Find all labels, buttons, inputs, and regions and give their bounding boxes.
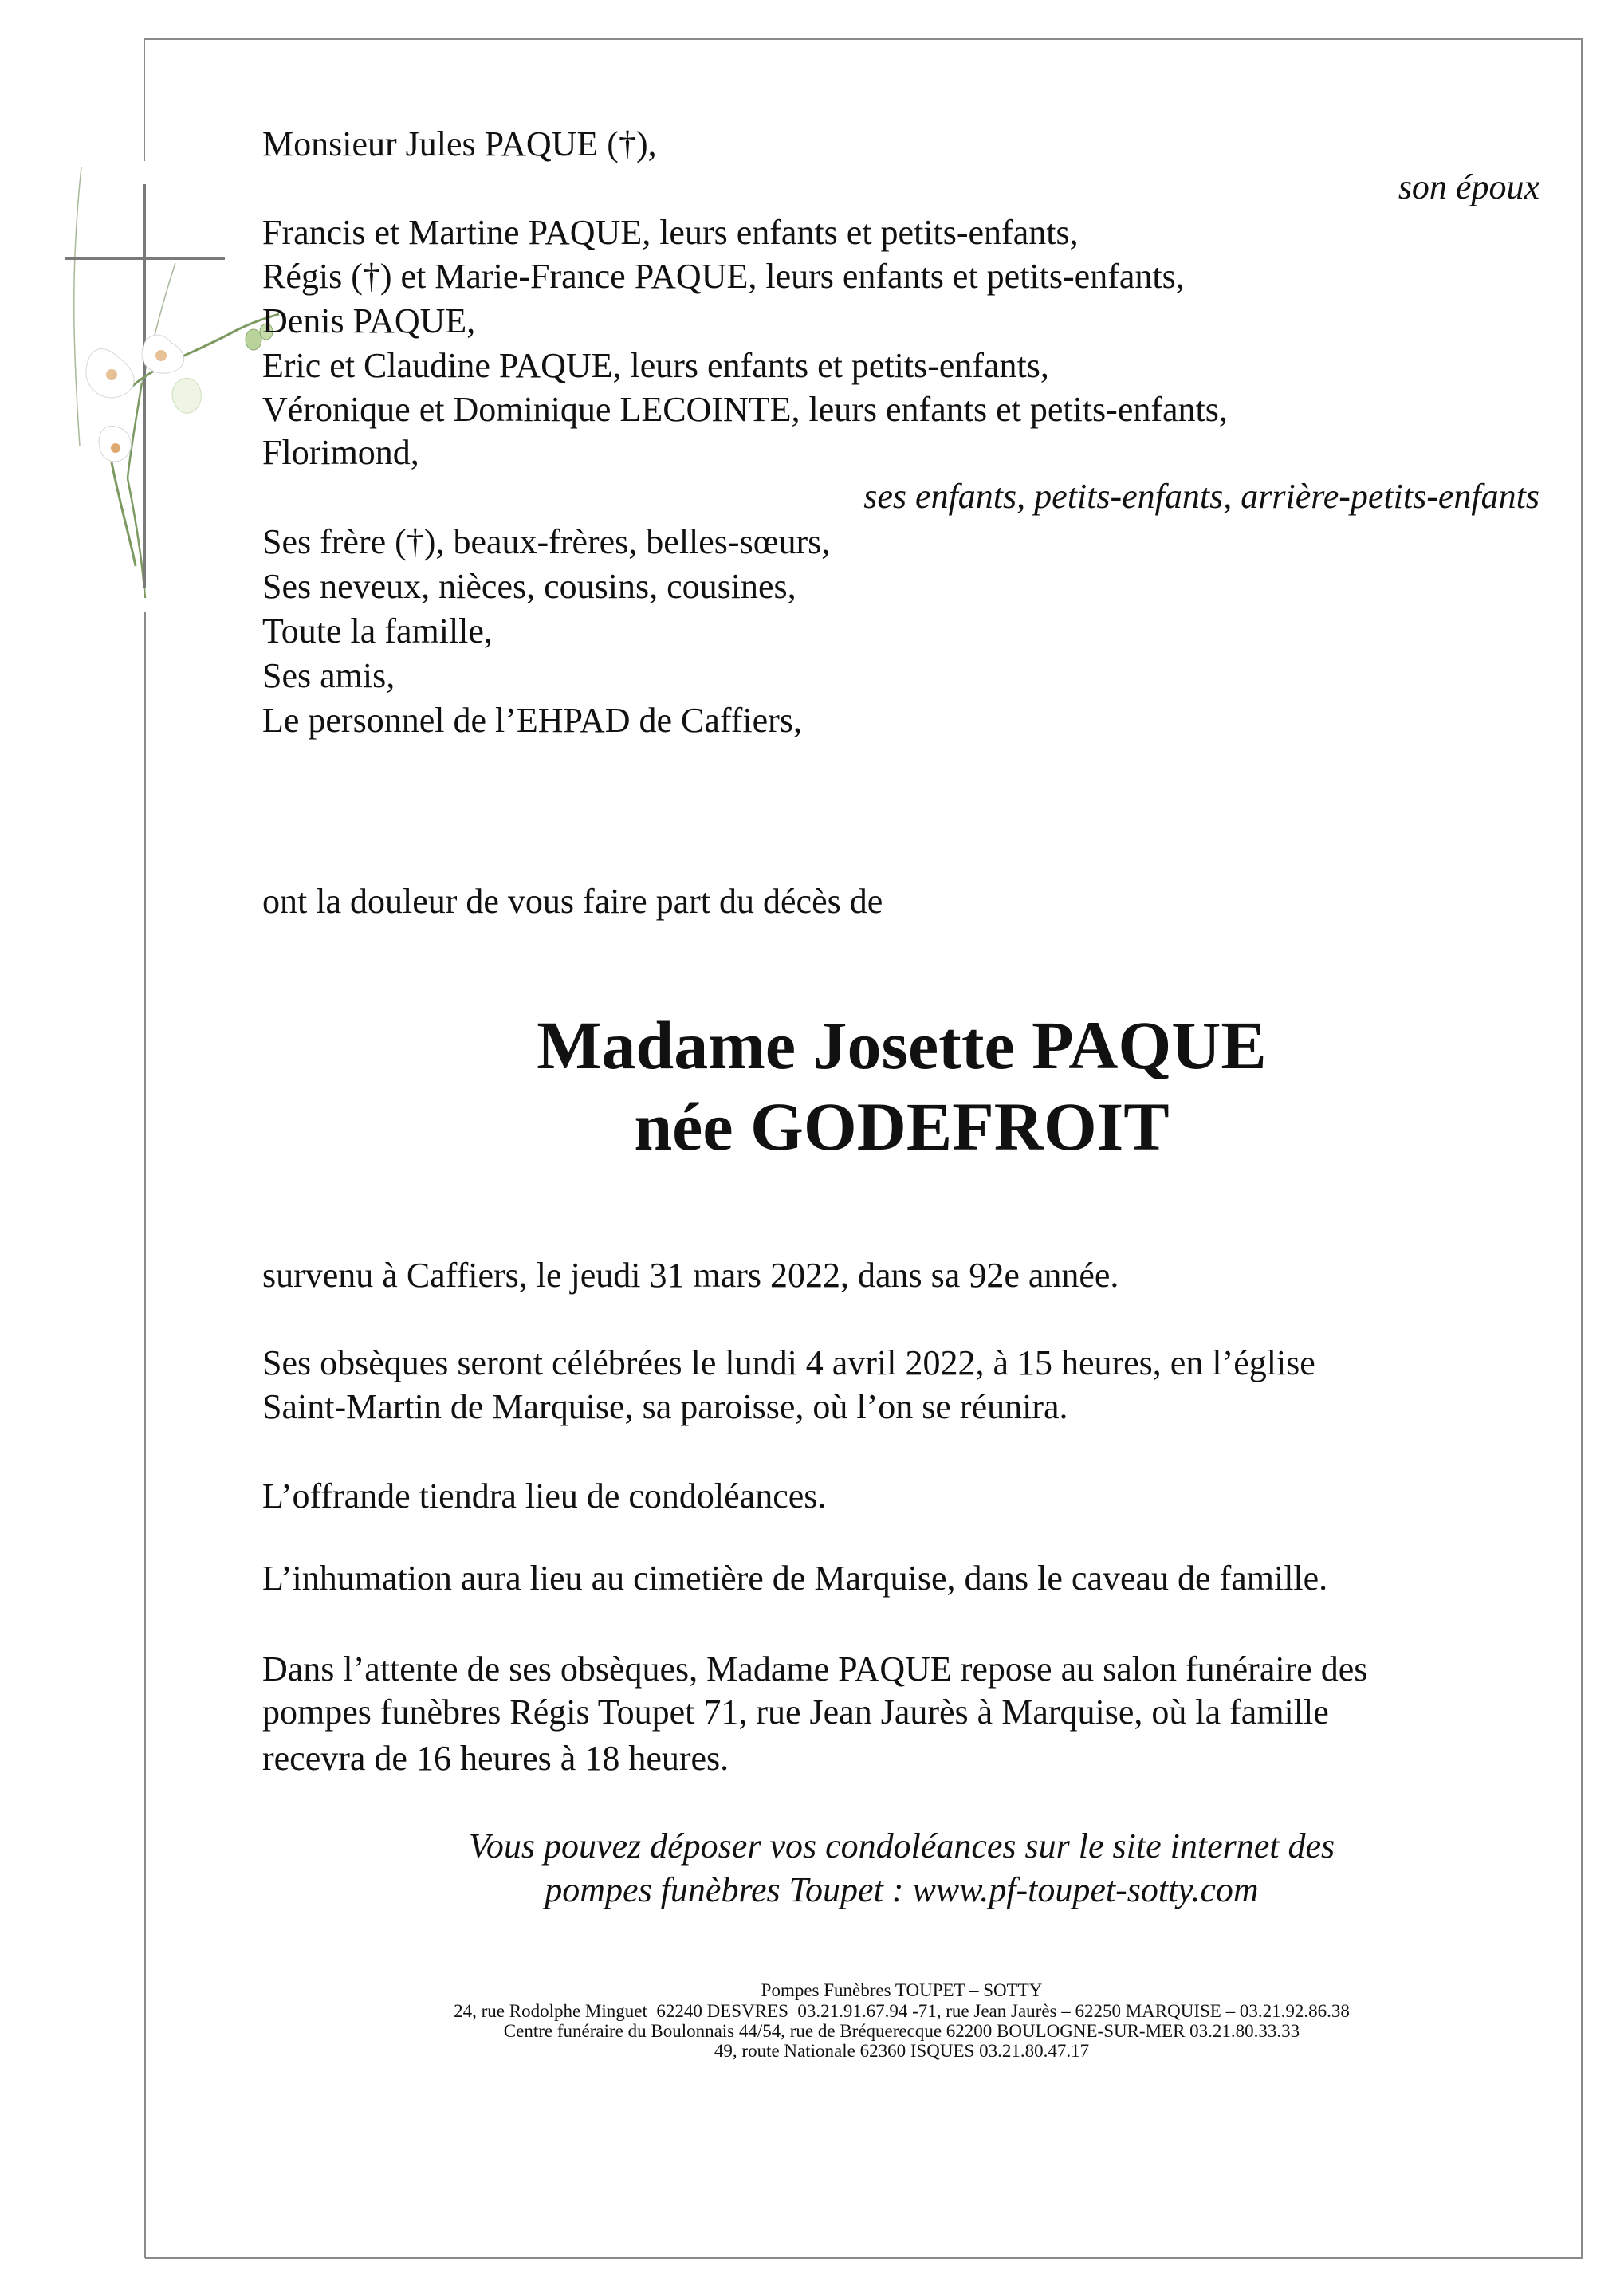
family-line: Ses frère (†), beaux-frères, belles-sœurs, — [262, 522, 831, 561]
family-line: Toute la famille, — [262, 611, 493, 651]
family-line: Florimond, — [262, 433, 419, 472]
funeral-line: Saint-Martin de Marquise, sa paroisse, où l’on se réunira. — [262, 1387, 1068, 1426]
flower-center-icon — [106, 369, 117, 380]
cross-horizontal-bar — [65, 257, 225, 260]
cross-with-orchid-icon — [32, 144, 287, 622]
announcement: ont la douleur de vous faire part du décès de — [262, 882, 883, 921]
death-notice: survenu à Caffiers, le jeudi 31 mars 2022, dans sa 92e année. — [262, 1256, 1119, 1295]
cross-vertical-bar — [143, 184, 146, 588]
children-role: ses enfants, petits-enfants, arrière-petits-enfants — [863, 477, 1539, 516]
spouse-line: Monsieur Jules PAQUE (†), — [262, 124, 657, 163]
spouse-role: son époux — [1398, 167, 1539, 206]
offering-notice: L’offrande tiendra lieu de condoléances. — [262, 1476, 827, 1516]
family-line: Le personnel de l’EHPAD de Caffiers, — [262, 701, 802, 740]
deceased-maiden-name: née GODEFROIT — [634, 1088, 1170, 1165]
family-line: Denis PAQUE, — [262, 301, 476, 340]
footer-address: 24, rue Rodolphe Minguet 62240 DESVRES 03.21.91.67.94 -71, rue Jean Jaurès – 62250 MARQUISE – 03.21.92.86.38 — [454, 2001, 1350, 2021]
visitation-line: pompes funèbres Régis Toupet 71, rue Jean Jaurès à Marquise, où la famille — [262, 1693, 1329, 1732]
visitation-line: Dans l’attente de ses obsèques, Madame PAQUE repose au salon funéraire des — [262, 1649, 1368, 1689]
funeral-line: Ses obsèques seront célébrées le lundi 4 avril 2022, à 15 heures, en l’église — [262, 1343, 1315, 1382]
frame-bottom — [145, 2257, 1583, 2259]
frame-top — [144, 38, 1583, 40]
footer-company: Pompes Funèbres TOUPET – SOTTY — [761, 1980, 1043, 2000]
flower-center-icon — [155, 350, 167, 361]
family-line: Véronique et Dominique LECOINTE, leurs enfants et petits-enfants, — [262, 390, 1228, 429]
footer-address: 49, route Nationale 62360 ISQUES 03.21.80.47.17 — [714, 2041, 1090, 2061]
burial-notice: L’inhumation aura lieu au cimetière de Marquise, dans le caveau de famille. — [262, 1559, 1328, 1598]
deceased-name: Madame Josette PAQUE — [537, 1007, 1267, 1083]
condolences-line: pompes funèbres Toupet : www.pf-toupet-sotty.com — [545, 1870, 1259, 1909]
family-line: Régis (†) et Marie-France PAQUE, leurs enfants et petits-enfants, — [262, 257, 1185, 296]
visitation-line: recevra de 16 heures à 18 heures. — [262, 1739, 729, 1778]
flower-center-icon — [111, 443, 120, 453]
family-line: Ses neveux, nièces, cousins, cousines, — [262, 567, 796, 606]
orchid-branch — [86, 314, 279, 462]
footer-address: Centre funéraire du Boulonnais 44/54, rue de Bréquerecque 62200 BOULOGNE-SUR-MER 03.21.80.33.33 — [503, 2021, 1300, 2041]
frame-left-upper — [144, 38, 145, 161]
condolences-line: Vous pouvez déposer vos condoléances sur le site internet des — [468, 1826, 1335, 1866]
family-line: Ses amis, — [262, 656, 395, 695]
family-line: Francis et Martine PAQUE, leurs enfants et petits-enfants, — [262, 213, 1079, 252]
bud-icon — [246, 329, 261, 350]
family-line: Eric et Claudine PAQUE, leurs enfants et petits-enfants, — [262, 346, 1049, 385]
